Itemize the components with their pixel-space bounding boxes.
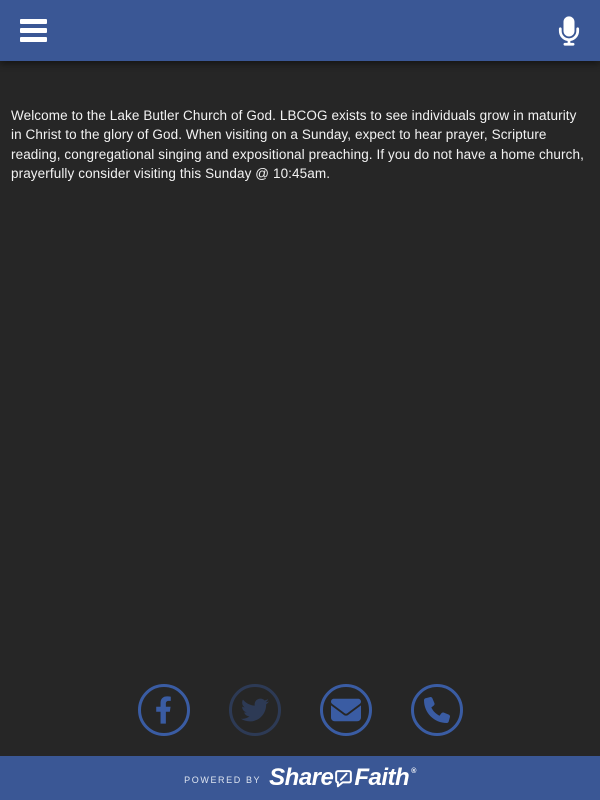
brand-share-text: Share xyxy=(269,764,334,791)
powered-by-footer xyxy=(0,756,600,800)
email-button[interactable] xyxy=(320,684,372,736)
microphone-button[interactable] xyxy=(558,16,580,46)
powered-by-label: POWERED BY xyxy=(184,774,262,785)
envelope-icon xyxy=(331,695,361,725)
microphone-icon xyxy=(558,16,580,46)
hamburger-menu-icon xyxy=(20,19,47,24)
twitter-icon xyxy=(241,696,269,724)
registered-mark: ® xyxy=(411,768,416,775)
facebook-button[interactable] xyxy=(138,684,190,736)
brand-faith-text: Faith xyxy=(354,764,410,791)
twitter-button[interactable] xyxy=(229,684,281,736)
menu-button[interactable] xyxy=(20,19,47,42)
phone-button[interactable] xyxy=(411,684,463,736)
social-links-row xyxy=(0,684,600,736)
sharefaith-bubble-icon xyxy=(334,769,353,788)
phone-icon xyxy=(424,697,450,723)
facebook-icon xyxy=(155,696,172,724)
welcome-text: Welcome to the Lake Butler Church of God. LBCOG exists to see individuals grow in maturity in Christ to the glory of God. When visiting on a Sunday, expect to hear prayer, Scripture reading, congregational singing and expositional preaching. If you do not have a home church, prayerfully consider visiting this Sunday @ 10:45am. xyxy=(11,107,584,181)
app-header xyxy=(0,0,600,61)
sharefaith-logo xyxy=(269,764,416,792)
